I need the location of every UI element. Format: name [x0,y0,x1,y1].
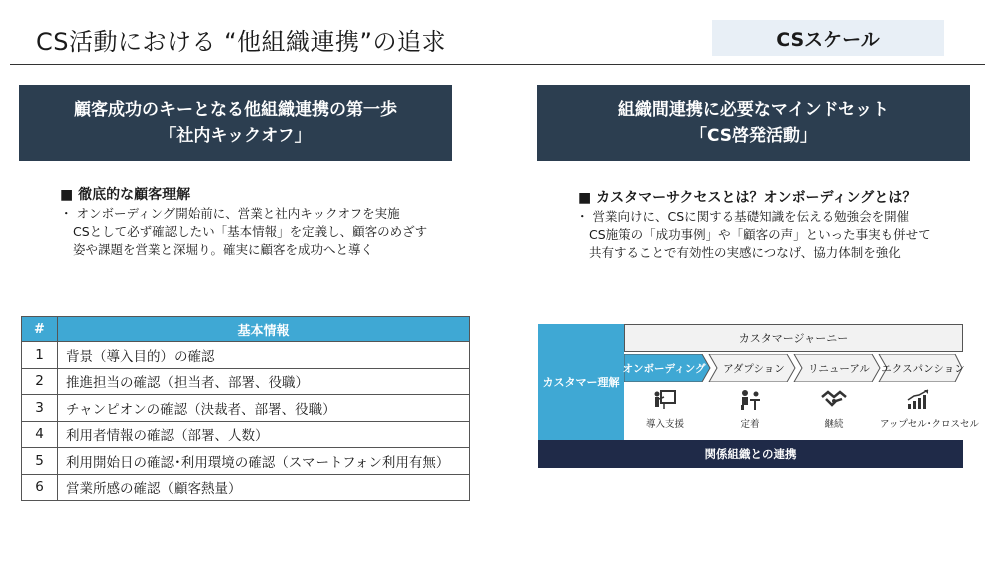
table-header-info: 基本情報 [58,317,470,342]
caption-onboarding-support: 導入支援 [645,419,684,430]
right-point-body [576,208,931,262]
row-number: 3 [22,395,58,422]
left-point-line: ・ オンボーディング開始前に、営業と社内キックオフを実施 [60,206,400,221]
caption-continuation: 継続 [824,419,844,430]
table-row [22,421,470,448]
related-org-collaboration-bar: 関係組織との連携 [538,440,963,468]
right-point-line: ・ 営業向けに、CSに関する基礎知識を伝える勉強会を開催 [576,209,910,224]
phase-expansion-label: エクスパンション [881,362,965,375]
phase-onboarding-label: オンボーディング [622,362,706,375]
table-row [22,368,470,395]
left-point-heading: ■ 徹底的な顧客理解 [60,187,191,203]
right-header-line1: 組織間連携に必要なマインドセット [617,100,890,120]
row-text: 利用開始日の確認･利用環境の確認（スマートフォン利用有無） [58,448,470,475]
caption-upsell-crosssell: アップセル･クロスセル [880,419,979,430]
left-section-header [19,85,452,161]
right-section-header [537,85,970,161]
right-point-heading: ■ カスタマーサクセスとは？オンボーディングとは？ [578,190,917,206]
table-row [22,395,470,422]
row-text: 営業所感の確認（顧客熱量） [58,474,470,501]
caption-adoption-retention: 定着 [740,419,760,430]
row-number: 1 [22,342,58,369]
row-text: 利用者情報の確認（部署、人数） [58,421,470,448]
right-point-line: CS施策の「成功事例」や「顧客の声」といった事実も併せて [589,227,931,242]
row-text: 推進担当の確認（担当者、部署、役職） [58,368,470,395]
row-number: 5 [22,448,58,475]
handshake-icon [819,388,849,412]
phase-adoption-label: アダプション [723,362,785,375]
table-row [22,474,470,501]
table-header-num: # [22,317,58,342]
row-number: 2 [22,368,58,395]
whiteboard-icon [650,388,680,412]
right-point-line: 共有することで有効性の実感につなげ、協力体制を強化 [589,245,901,260]
growth-chart-icon [904,388,934,412]
row-text: 背景（導入目的）の確認 [58,342,470,369]
table-header-row [22,317,470,342]
basic-info-table [21,316,470,501]
left-header-line1: 顧客成功のキーとなる他組織連携の第一歩 [74,100,397,120]
table-row [22,342,470,369]
slide-title: CS活動における “他組織連携”の追求 [36,28,446,56]
customer-journey-bar: カスタマージャーニー [624,324,963,352]
phase-renewal-label: リニューアル [808,362,870,375]
customer-journey-diagram [538,324,979,468]
title-divider [10,64,985,65]
row-number: 6 [22,474,58,501]
row-number: 4 [22,421,58,448]
left-point-line: 姿や課題を営業と深堀り。確実に顧客を成功へと導く [73,242,374,257]
row-text: チャンピオンの確認（決裁者、部署、役職） [58,395,470,422]
cs-scale-badge: CSスケール [712,20,944,56]
customer-understanding-label: カスタマー理解 [538,324,624,440]
left-header-line2: 「社内キックオフ」 [159,126,312,146]
right-header-line2: 「CS啓発活動」 [689,126,818,146]
table-row [22,448,470,475]
person-desk-icon [735,388,765,412]
left-point-line: CSとして必ず確認したい「基本情報」を定義し、顧客のめざす [73,224,428,239]
left-point-body [60,205,427,259]
